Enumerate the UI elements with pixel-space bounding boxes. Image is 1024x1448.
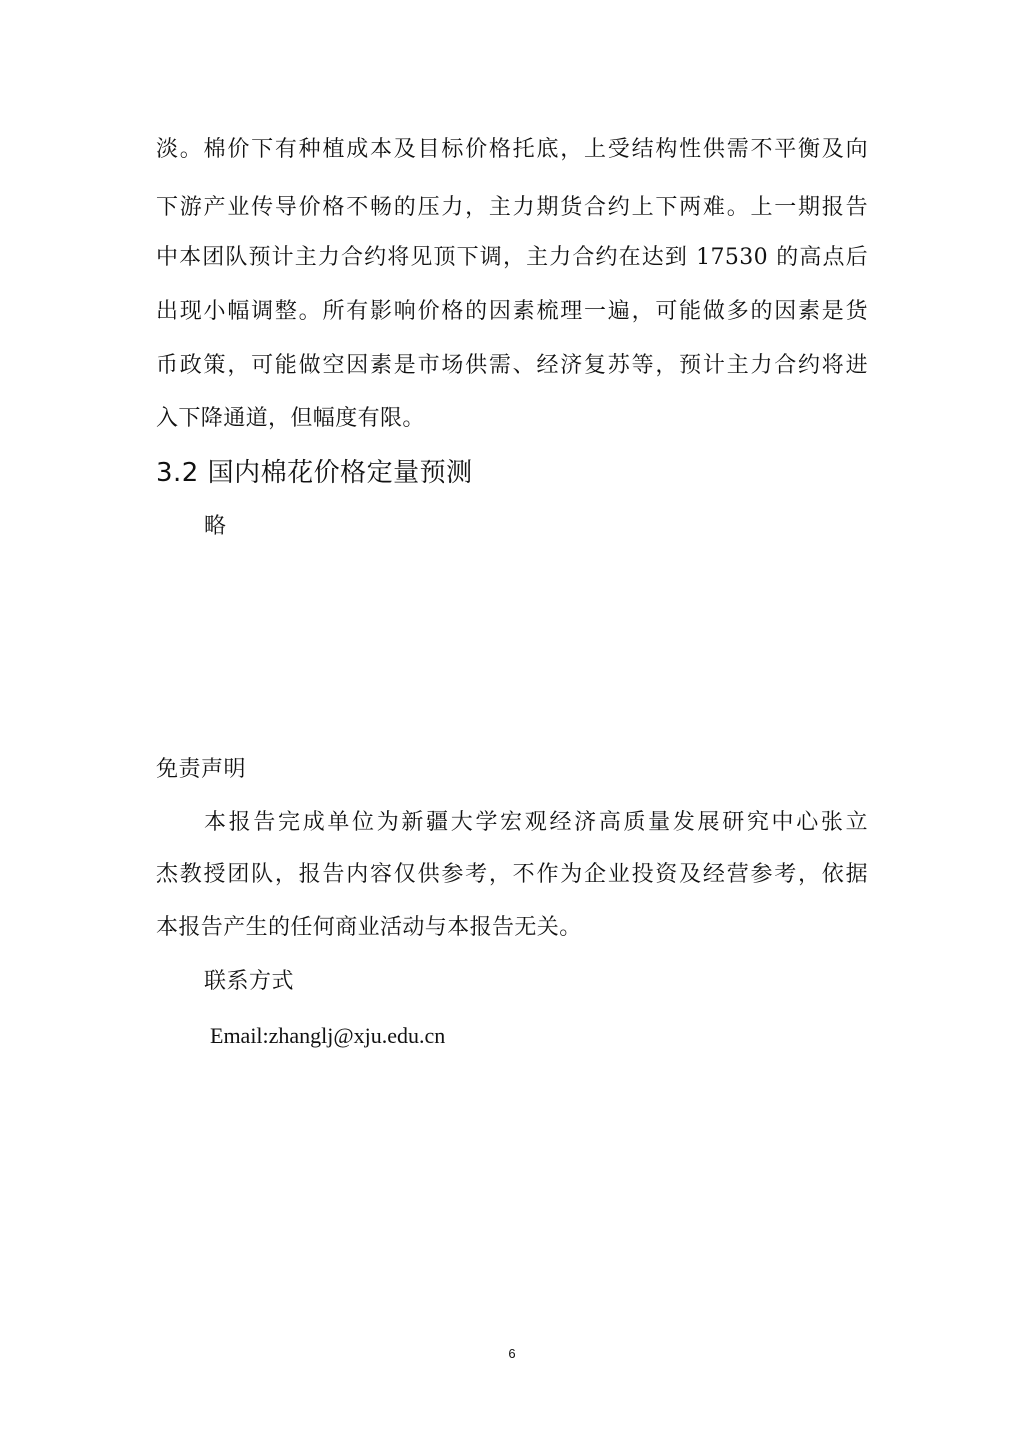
contact-title: 联系方式 [204,969,295,994]
paragraph-line: 下游产业传导价格不畅的压力，主力期货合约上下两难。上一期报告 [156,195,868,220]
contact-email[interactable]: Email:zhanglj@xju.edu.cn [210,1023,446,1048]
page-number: 6 [508,1346,516,1361]
paragraph-line: 币政策，可能做空因素是市场供需、经济复苏等，预计主力合约将进 [156,353,868,378]
paragraph-line: 淡。棉价下有种植成本及目标价格托底，上受结构性供需不平衡及向 [156,137,868,162]
paragraph-line: 入下降通道，但幅度有限。 [156,406,425,431]
disclaimer-title: 免责声明 [156,757,247,782]
paragraph-line: 中本团队预计主力合约将见顶下调，主力合约在达到 17530 的高点后 [156,245,868,270]
paragraph-line: 本报告完成单位为新疆大学宏观经济高质量发展研究中心张立 [204,810,868,835]
section-body-text: 略 [204,514,227,539]
paragraph-line: 本报告产生的任何商业活动与本报告无关。 [156,915,582,940]
paragraph-line: 出现小幅调整。所有影响价格的因素梳理一遍，可能做多的因素是货 [156,299,868,324]
section-heading: 3.2 国内棉花价格定量预测 [156,458,473,488]
paragraph-line: 杰教授团队，报告内容仅供参考，不作为企业投资及经营参考，依据 [156,862,868,887]
